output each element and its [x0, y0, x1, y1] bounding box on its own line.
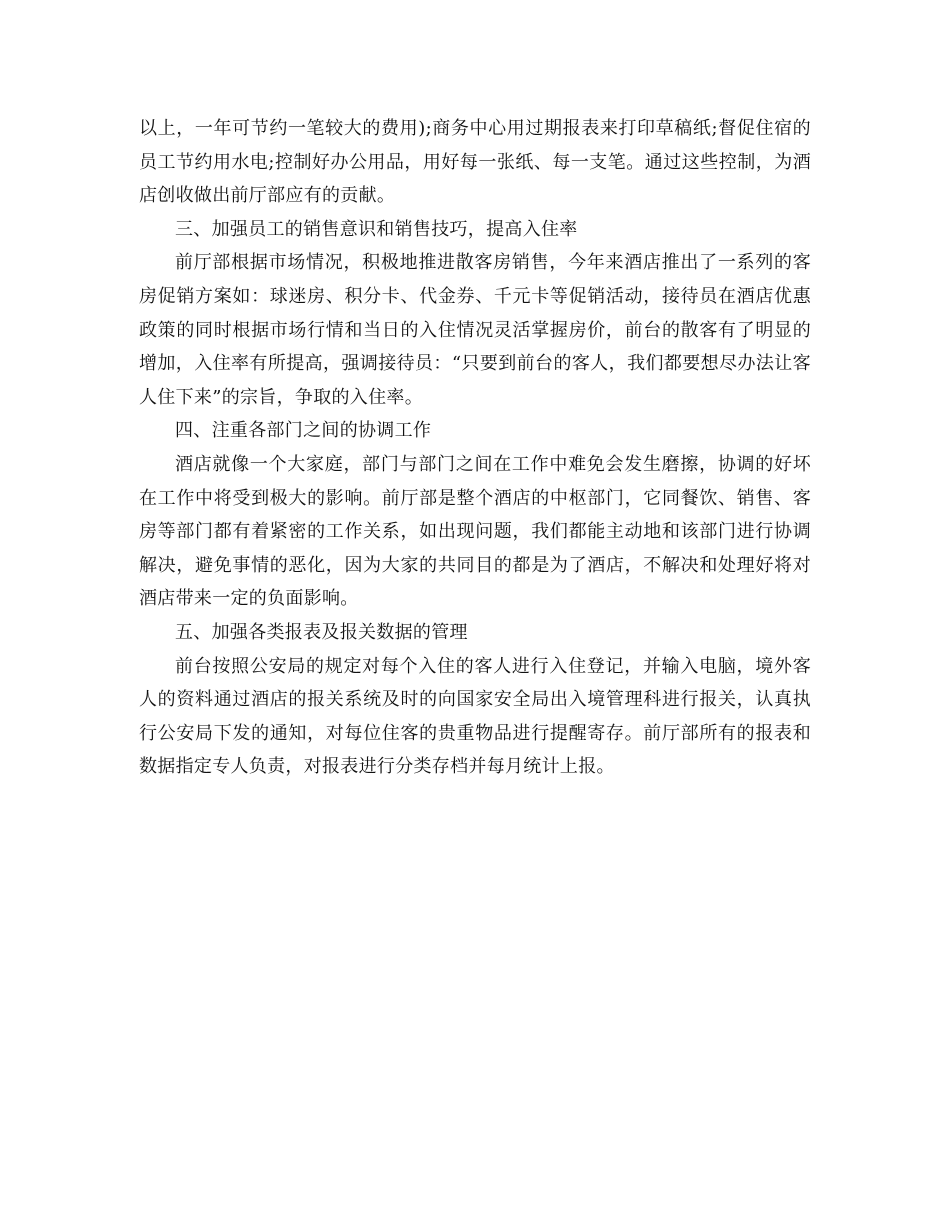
- paragraph-cost-control: 以上，一年可节约一笔较大的费用);商务中心用过期报表来打印草稿纸;督促住宿的员工节约用水电;控制好办公用品，用好每一张纸、每一支笔。通过这些控制，为酒店创收做出前厅部应有的贡献。: [139, 118, 811, 207]
- section-heading-coordination: 四、注重各部门之间的协调工作: [175, 420, 432, 442]
- section-heading-reports: 五、加强各类报表及报关数据的管理: [175, 621, 468, 643]
- paragraph-coordination: 酒店就像一个大家庭，部门与部门之间在工作中难免会发生磨擦，协调的好坏在工作中将受到极大的影响。前厅部是整个酒店的中枢部门，它同餐饮、销售、客房等部门都有着紧密的工作关系，如出现问题，我们都能主动地和该部门进行协调解决，避免事情的恶化，因为大家的共同目的都是为了酒店，不解决和处理好将对酒店带来一定的负面影响。: [139, 453, 811, 610]
- paragraph-reports: 前台按照公安局的规定对每个入住的客人进行入住登记，并输入电脑，境外客人的资料通过酒店的报关系统及时的向国家安全局出入境管理科进行报关，认真执行公安局下发的通知，对每位住客的贵重物品进行提醒寄存。前厅部所有的报表和数据指定专人负责，对报表进行分类存档并每月统计上报。: [139, 655, 811, 778]
- section-heading-sales: 三、加强员工的销售意识和销售技巧，提高入住率: [175, 218, 578, 240]
- paragraph-sales: 前厅部根据市场情况，积极地推进散客房销售，今年来酒店推出了一系列的客房促销方案如：球迷房、积分卡、代金券、千元卡等促销活动，接待员在酒店优惠政策的同时根据市场行情和当日的入住情况灵活掌握房价，前台的散客有了明显的增加，入住率有所提高，强调接待员：“只要到前台的客人，我们都要想尽办法让客人住下来”的宗旨，争取的入住率。: [139, 252, 811, 408]
- document-body: [139, 112, 811, 784]
